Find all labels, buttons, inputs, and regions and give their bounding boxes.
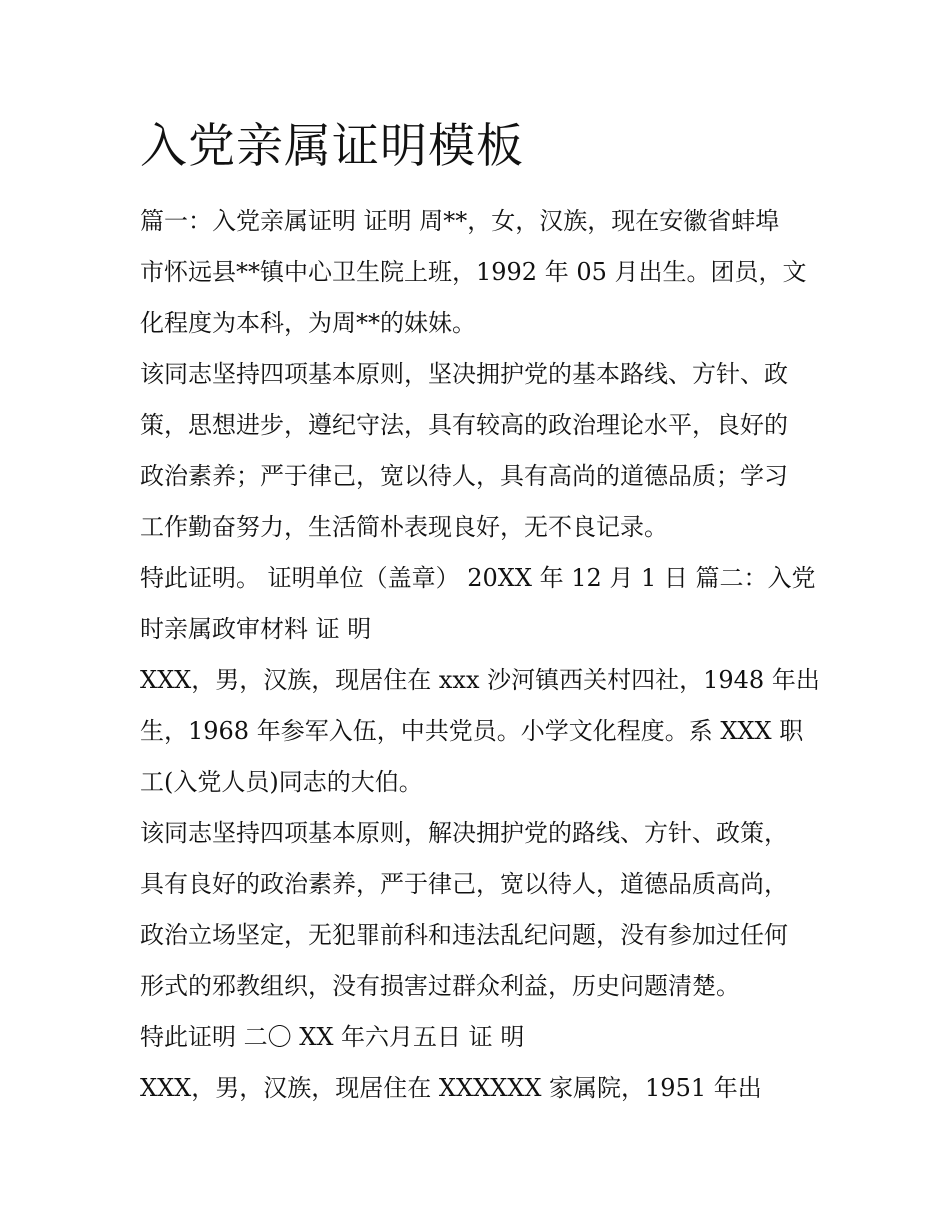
body-line-13: 该同志坚持四项基本原则，解决拥护党的路线、方针、政策， bbox=[140, 819, 788, 847]
body-line-10: XXX，男，汉族，现居住在 xxx 沙河镇西关村四社，1948 年出 bbox=[140, 666, 820, 694]
body-line-9: 时亲属政审材料 证 明 bbox=[140, 615, 372, 643]
body-line-17: 特此证明 二〇 XX 年六月五日 证 明 bbox=[140, 1023, 525, 1051]
document-title: 入党亲属证明模板 bbox=[140, 119, 524, 174]
document-body bbox=[140, 196, 820, 1114]
body-line-18: XXX，男，汉族，现居住在 XXXXXX 家属院，1951 年出 bbox=[140, 1074, 762, 1102]
body-line-6: 政治素养；严于律己，宽以待人，具有高尚的道德品质；学习 bbox=[140, 462, 788, 490]
body-line-11: 生，1968 年参军入伍，中共党员。小学文化程度。系 XXX 职 bbox=[140, 717, 804, 745]
body-line-15: 政治立场坚定，无犯罪前科和违法乱纪问题，没有参加过任何 bbox=[140, 921, 788, 949]
body-line-3: 化程度为本科，为周**的妹妹。 bbox=[140, 309, 476, 337]
body-line-4: 该同志坚持四项基本原则，坚决拥护党的基本路线、方针、政 bbox=[140, 360, 788, 388]
body-line-5: 策，思想进步，遵纪守法，具有较高的政治理论水平，良好的 bbox=[140, 411, 788, 439]
body-line-1: 篇一：入党亲属证明 证明 周**，女，汉族，现在安徽省蚌埠 bbox=[140, 207, 780, 235]
body-line-16: 形式的邪教组织，没有损害过群众利益，历史问题清楚。 bbox=[140, 972, 740, 1000]
body-line-12: 工(入党人员)同志的大伯。 bbox=[140, 768, 423, 796]
body-line-14: 具有良好的政治素养，严于律己，宽以待人，道德品质高尚， bbox=[140, 870, 788, 898]
body-line-2: 市怀远县**镇中心卫生院上班，1992 年 05 月出生。团员，文 bbox=[140, 258, 807, 286]
body-line-8: 特此证明。 证明单位（盖章） 20XX 年 12 月 1 日 篇二：入党 bbox=[140, 564, 816, 592]
body-line-7: 工作勤奋努力，生活简朴表现良好，无不良记录。 bbox=[140, 513, 668, 541]
